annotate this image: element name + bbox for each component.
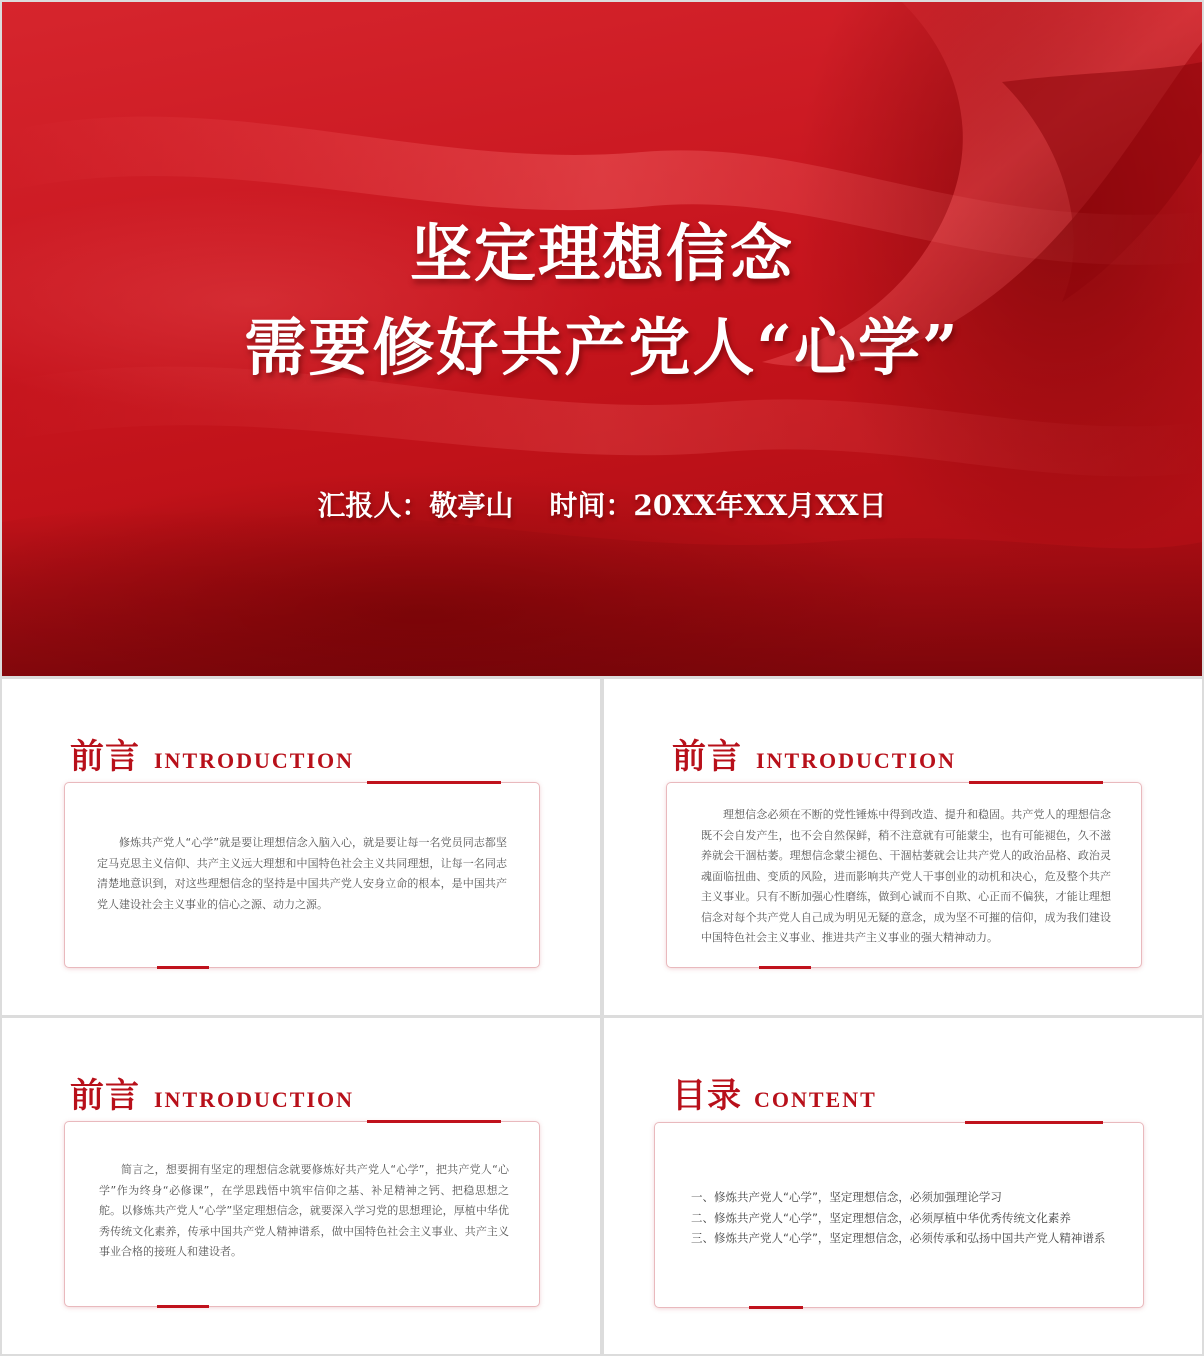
text-box [666,782,1142,968]
toc-box [654,1122,1144,1308]
cover-meta [2,484,1202,524]
accent-line-top [367,1120,501,1123]
introduction-slide-2 [604,679,1202,1015]
cover-title-line2: 需要修好共产党人“心学” [244,311,960,384]
introduction-slide-1 [2,679,600,1015]
slide-heading [672,729,956,778]
heading-zh: 前言 [672,737,742,777]
slide-heading [70,729,354,778]
accent-line-top [367,781,501,784]
accent-line-top [969,781,1103,784]
accent-line-bottom [759,966,811,969]
toc-list [691,1187,1105,1249]
slide-heading [70,1068,354,1117]
cover-slide [2,2,1202,676]
heading-zh: 前言 [70,737,140,777]
accent-line-bottom [749,1306,803,1309]
reporter-label: 汇报人：敬亭山 [317,489,514,522]
slide-heading [672,1068,877,1117]
text-box [64,782,540,968]
accent-line-bottom [157,966,209,969]
body-paragraph: 理想信念必须在不断的党性锤炼中得到改造、提升和稳固。共产党人的理想信念既不会自发产生，也不会自然保鲜，稍不注意就有可能蒙尘，也有可能褪色，久不滋养就会干涸枯萎。理想信念蒙尘褪色、干涸枯萎就会让共产党人的政治品格、政治灵魂面临扭曲、变质的风险，进而影响共产党人干事创业的动机和决心，危及整个共产主义事业。只有不断加强心性磨练，做到心诚而不自欺、心正而不偏狭，才能让理想信念对每个共产党人自己成为明见无疑的意念，成为坚不可摧的信仰，成为我们建设中国特色社会主义事业、推进共产主义事业的强大精神动力。 [701,808,1111,944]
body-paragraph: 修炼共产党人“心学”就是要让理想信念入脑入心，就是要让每一名党员同志都坚定马克思主义信仰、共产主义远大理想和中国特色社会主义共同理想，让每一名同志清楚地意识到，对这些理想信念的坚持是中国共产党人安身立命的根本，是中国共产党人建设社会主义事业的信心之源、动力之源。 [97,836,507,911]
heading-en: INTRODUCTION [756,748,957,773]
body-paragraph: 简言之，想要拥有坚定的理想信念就要修炼好共产党人“心学”，把共产党人“心学”作为终身“必修课”，在学思践悟中筑牢信仰之基、补足精神之钙、把稳思想之舵。以修炼共产党人“心学”坚定理想信念，就要深入学习党的思想理论，厚植中华优秀传统文化素养，传承中国共产党人精神谱系，做中国特色社会主义事业、共产主义事业合格的接班人和建设者。 [99,1163,509,1258]
cover-title-line1: 坚定理想信念 [409,217,794,290]
toc-item[interactable]: 二、修炼共产党人“心学”，坚定理想信念，必须厚植中华优秀传统文化素养 [691,1210,1071,1225]
introduction-slide-3 [2,1018,600,1354]
heading-en: INTRODUCTION [154,748,355,773]
accent-line-top [965,1121,1103,1124]
date-label: 时间：20XX年XX月XX日 [549,489,887,522]
text-box [64,1121,540,1307]
contents-slide [604,1018,1202,1354]
heading-en: INTRODUCTION [154,1087,355,1112]
toc-item[interactable]: 三、修炼共产党人“心学”，坚定理想信念，必须传承和弘扬中国共产党人精神谱系 [691,1231,1106,1245]
heading-zh: 前言 [70,1076,140,1116]
accent-line-bottom [157,1305,209,1308]
heading-en: CONTENT [754,1087,877,1112]
toc-item[interactable]: 一、修炼共产党人“心学”，坚定理想信念，必须加强理论学习 [691,1190,1002,1204]
heading-zh: 目录 [672,1076,742,1116]
